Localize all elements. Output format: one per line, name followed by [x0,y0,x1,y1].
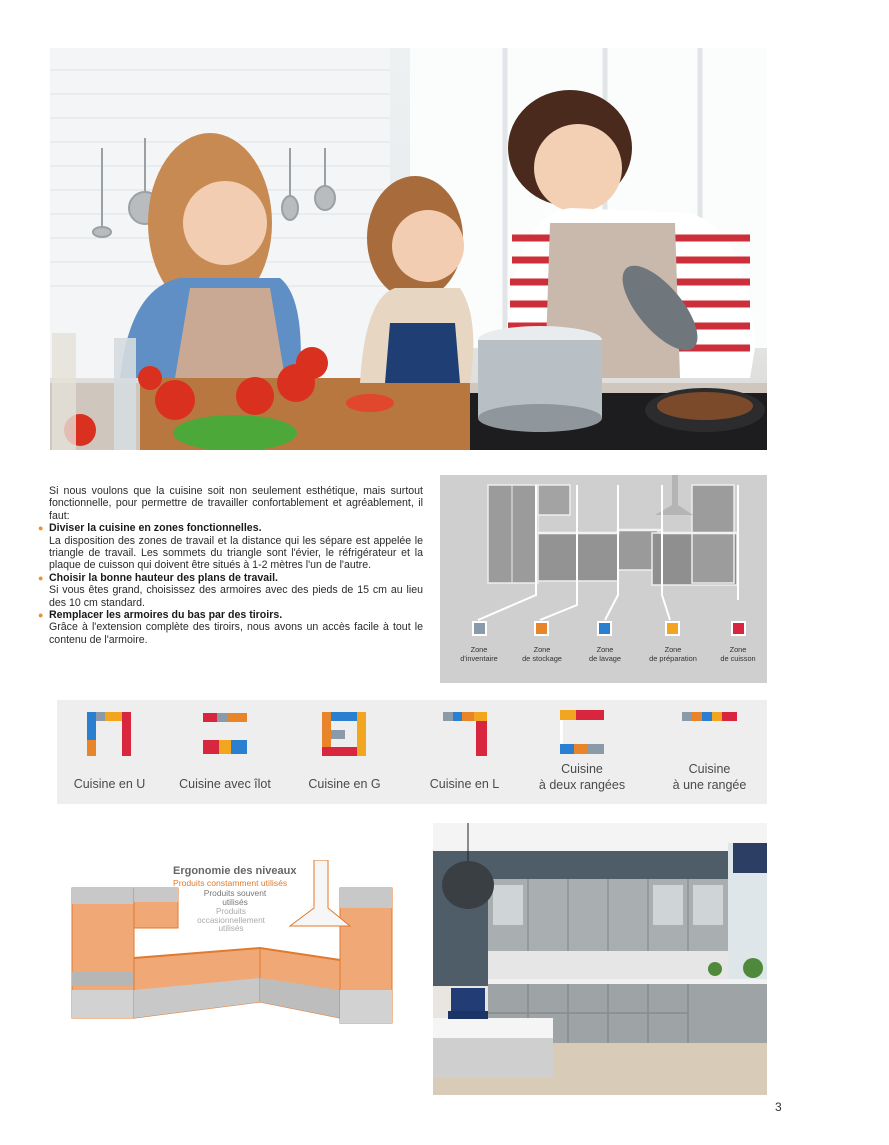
bullet-text-drawers: Grâce à l'extension complète des tiroirs, nous avons un accès facile à tout le contenu de l'armoire. [49,621,423,646]
bullet-title-zones: ● Diviser la cuisine en zones fonctionnelles. [38,522,423,534]
ergonomics-level-occasional: Produits occasionnellement utilisés [197,907,265,934]
ergonomics-diagram [50,860,410,1040]
g-shape-icon [322,712,366,756]
u-shape-icon [87,712,131,756]
pantry-icon [472,621,487,636]
kitchen-photo-illustration [433,823,767,1095]
intro-text-block [38,485,423,646]
bullet-title-height: ● Choisir la bonne hauteur des plans de travail. [38,572,423,584]
oven-icon [731,621,746,636]
island-icon [203,713,247,754]
zone-label-cooking: Zone de cuisson [720,645,756,663]
kitchen-layouts-strip [57,700,767,804]
zone-label-washing: Zone de lavage [588,645,622,663]
zone-label-storage: Zone de stockage [522,645,562,663]
bullet-text-height: Si vous êtes grand, choisissez des armoires avec des pieds de 15 cm au lieu des 10 cm standard. [49,584,423,609]
kitchen-zones-diagram [440,475,767,683]
storage-icon [534,621,549,636]
bullet-text-zones: La disposition des zones de travail et la distance qui les sépare est appelée le triangle de travail. Les sommets du triangle sont l'évier, le réfrigérateur et la plaque de cuisson qui doivent être situés à 1-2 mètres l'un de l'autre. [49,534,423,572]
hero-photo-illustration [50,48,767,450]
hero-photo-family-cooking [50,48,767,450]
kitchen-interior-photo [433,823,767,1095]
ergonomics-level-often: Produits souvent utilisés [203,888,267,907]
bullet-title-drawers: ● Remplacer les armoires du bas par des tiroirs. [38,609,423,621]
zone-label-inventory: Zone d'inventaire [460,645,498,663]
l-shape-icon [443,712,487,756]
sink-icon [597,621,612,636]
layout-label-island: Cuisine avec îlot [179,777,271,791]
two-rows-icon [560,710,604,754]
layout-label-l: Cuisine en L [429,777,500,791]
knife-icon [665,621,680,636]
layout-label-g: Cuisine en G [308,777,381,791]
page-number: 3 [775,1100,782,1114]
zone-label-preparation: Zone de préparation [649,645,697,663]
ergonomics-level-constant: Produits constamment utilisés [173,878,288,888]
layout-label-u: Cuisine en U [73,777,146,791]
layout-label-one-row: Cuisine à une rangée [672,762,747,792]
layout-label-two-rows: Cuisine à deux rangées [538,762,626,792]
one-row-icon [682,712,737,721]
intro-lead: Si nous voulons que la cuisine soit non seulement esthétique, mais surtout fonctionnelle, pour permettre de travailler confortablement et agréablement, il faut: [49,485,423,522]
ergonomics-title: Ergonomie des niveaux [173,865,297,877]
